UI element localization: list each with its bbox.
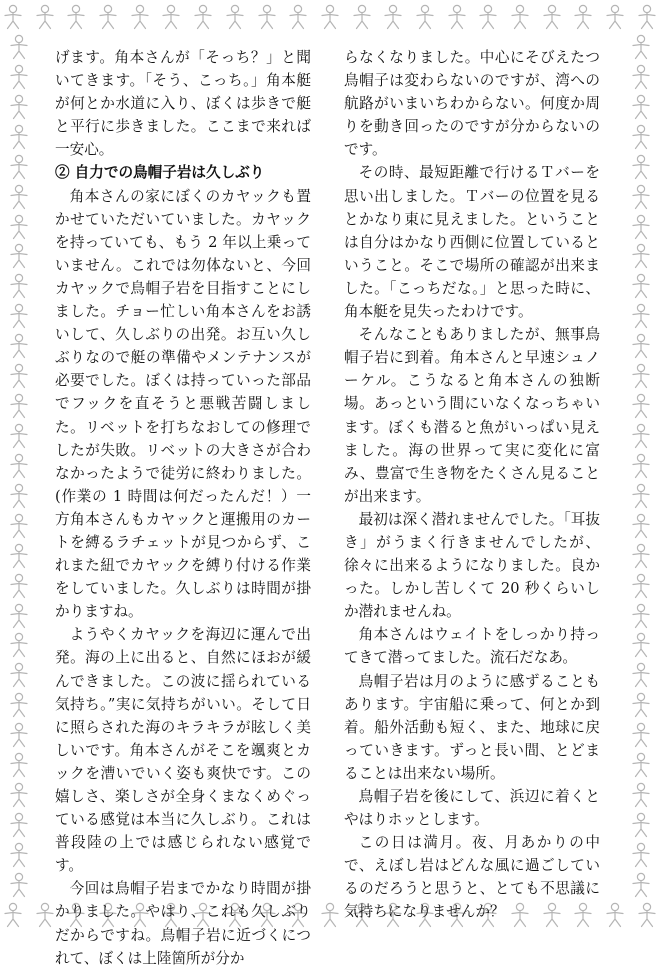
stick-figure-icon	[8, 214, 30, 240]
stick-figure-icon	[256, 4, 278, 30]
stick-figure-icon	[8, 184, 30, 210]
page-border-right	[624, 34, 658, 898]
stick-figure-icon	[2, 4, 24, 30]
stick-figure-icon	[224, 4, 246, 30]
stick-figure-icon	[8, 423, 30, 449]
right-paragraph-7: 鳥帽子岩を後にして、浜辺に着くとやはりホッとします。	[344, 788, 600, 829]
stick-figure-icon	[509, 4, 531, 30]
stick-figure-icon	[8, 303, 30, 329]
stick-figure-icon	[97, 4, 119, 30]
section-heading: ② 自力での鳥帽子岩は久しぶり	[55, 164, 265, 182]
stick-figure-icon	[287, 4, 309, 30]
stick-figure-icon	[630, 94, 652, 120]
page-border-top	[0, 0, 660, 34]
stick-figure-icon	[8, 243, 30, 269]
stick-figure-icon	[541, 4, 563, 30]
stick-figure-icon	[630, 154, 652, 180]
stick-figure-icon	[630, 34, 652, 60]
stick-figure-icon	[572, 4, 594, 30]
stick-figure-icon	[319, 902, 341, 928]
stick-figure-icon	[630, 393, 652, 419]
stick-figure-icon	[8, 662, 30, 688]
stick-figure-icon	[630, 662, 652, 688]
stick-figure-icon	[8, 273, 30, 299]
stick-figure-icon	[8, 632, 30, 658]
stick-figure-icon	[192, 4, 214, 30]
stick-figure-icon	[630, 273, 652, 299]
right-paragraph-1: らなくなりました。中心にそびえたつ鳥帽子は変わらないのですが、湾への航路がいまいちわからない。何度か周りを動き回ったのですが分からないのです。	[344, 49, 600, 159]
stick-figure-icon	[34, 902, 56, 928]
stick-figure-icon	[630, 513, 652, 539]
stick-figure-icon	[604, 4, 626, 30]
stick-figure-icon	[630, 692, 652, 718]
stick-figure-icon	[630, 303, 652, 329]
stick-figure-icon	[8, 124, 30, 150]
stick-figure-icon	[319, 4, 341, 30]
stick-figure-icon	[630, 363, 652, 389]
stick-figure-icon	[8, 483, 30, 509]
stick-figure-icon	[8, 722, 30, 748]
stick-figure-icon	[630, 483, 652, 509]
stick-figure-icon	[477, 4, 499, 30]
stick-figure-icon	[8, 543, 30, 569]
left-paragraph-2: 角本さんの家にぼくのカヤックも置かせていただいていました。カヤックを持っていても、もう 2 年以上乗っていません。これでは勿体ないと、今回カヤックで鳥帽子岩を目指すことにしました。チョー忙しい角本さんをお誘いして、久しぶりの出発。お互い久しぶりなので艇の準備やメンテナンスが必要でした。ぼくは持っていった部品でフックを直そうと悪戦苦闘しました。リベットを打ちなおしての修理でしたが失敗。リベットの大きさが合わなかったようで徒労に終わりました。(作業の 1 時間は何だったんだ！）一方角本さんもカヤックと運搬用のカートを縛るラチェットが見つからず、これまた紐でカヤックを縛り付ける作業をしていました。久しぶりは時間が掛かりますね。	[55, 187, 311, 621]
stick-figure-icon	[630, 543, 652, 569]
stick-figure-icon	[8, 94, 30, 120]
stick-figure-icon	[630, 184, 652, 210]
right-paragraph-8: この日は満月。夜、月あかりの中で、えぼし岩はどんな風に過ごしているのだろうと思うと、とても不思議に気持ちになりませんか？	[344, 834, 600, 921]
stick-figure-icon	[8, 363, 30, 389]
left-paragraph-1: げます。角本さんが「そっち？」と聞いてきます。「そう、こっち。」角本艇が何とか水道に入り、ぼくは歩きで艇と平行に歩きました。ここまで来れば一安心。	[55, 49, 311, 159]
page-border-left	[2, 34, 36, 898]
stick-figure-icon	[636, 902, 658, 928]
stick-figure-icon	[8, 692, 30, 718]
stick-figure-icon	[630, 573, 652, 599]
stick-figure-icon	[630, 722, 652, 748]
stick-figure-icon	[8, 842, 30, 868]
stick-figure-icon	[630, 812, 652, 838]
stick-figure-icon	[8, 64, 30, 90]
stick-figure-icon	[8, 603, 30, 629]
stick-figure-icon	[630, 632, 652, 658]
stick-figure-icon	[8, 513, 30, 539]
left-paragraph-3: ようやくカヤックを海辺に運んで出発。海の上に出ると、自然にほおが緩んできました。この波に揺られている気持ち。”実に気持ちがいい。そして日に照らされた海のキラキラが眩しく美しいです。角本さんがそこを颯爽とカックを漕いでいく姿も爽快です。この嬉しさ、楽しさが全身くまなくめぐっている感覚は本当に久しぶり。これは普段陸の上では感じられない感覚です。	[55, 626, 311, 875]
stick-figure-icon	[636, 4, 658, 30]
stick-figure-icon	[8, 812, 30, 838]
stick-figure-icon	[8, 752, 30, 778]
stick-figure-icon	[630, 333, 652, 359]
right-paragraph-2: その時、最短距離で行けるＴバーを思い出しました。Ｔバーの位置を見るとかなり東に見えました。ということは自分はかなり西側に位置しているということ。そこで場所の確認が出来ました。「こっちだな。」と思った時に、角本艇を見失ったわけです。	[344, 164, 600, 321]
right-paragraph-3: そんなこともありましたが、無事鳥帽子岩に到着。角本さんと早速シュノーケル。こうなると角本さんの独断場。あっという間にいなくなっちゃいます。ぼくも潜ると魚がいっぱい見えました。海の世界って実に変化に富み、豊富で生き物をたくさん見ることが出来ます。	[344, 326, 600, 505]
stick-figure-icon	[8, 782, 30, 808]
stick-figure-icon	[382, 4, 404, 30]
right-paragraph-4: 最初は深く潜れませんでした。「耳抜き」がうまく行きませんでしたが、徐々に出来るようになりました。良かった。しかし苦しくて 20 秒くらいしか潜れませんね。	[344, 510, 600, 621]
stick-figure-icon	[630, 214, 652, 240]
stick-figure-icon	[630, 124, 652, 150]
stick-figure-icon	[160, 4, 182, 30]
stick-figure-icon	[8, 333, 30, 359]
stick-figure-icon	[630, 64, 652, 90]
stick-figure-icon	[630, 872, 652, 898]
stick-figure-icon	[2, 902, 24, 928]
stick-figure-icon	[630, 603, 652, 629]
stick-figure-icon	[630, 842, 652, 868]
stick-figure-icon	[8, 154, 30, 180]
stick-figure-icon	[8, 573, 30, 599]
stick-figure-icon	[8, 872, 30, 898]
left-column	[55, 46, 311, 970]
right-column	[344, 46, 600, 924]
stick-figure-icon	[34, 4, 56, 30]
stick-figure-icon	[351, 4, 373, 30]
stick-figure-icon	[414, 4, 436, 30]
stick-figure-icon	[8, 393, 30, 419]
stick-figure-icon	[630, 423, 652, 449]
right-paragraph-5: 角本さんはウェイトをしっかり持ってきて潜ってました。流石だなあ。	[344, 626, 600, 667]
stick-figure-icon	[604, 902, 626, 928]
stick-figure-icon	[8, 34, 30, 60]
stick-figure-icon	[630, 243, 652, 269]
stick-figure-icon	[65, 4, 87, 30]
right-paragraph-6: 鳥帽子岩は月のように感ずることもあります。宇宙船に乗って、何とか到着。船外活動も短く、また、地球に戻っていきます。ずっと長い間、とどまることは出来ない場所。	[344, 672, 600, 782]
stick-figure-icon	[630, 453, 652, 479]
stick-figure-icon	[129, 4, 151, 30]
stick-figure-icon	[630, 782, 652, 808]
stick-figure-icon	[8, 453, 30, 479]
stick-figure-icon	[446, 4, 468, 30]
left-paragraph-4: 今回は鳥帽子岩までかなり時間が掛かりました。やはり、これも久しぶりだからですね。鳥帽子岩に近づくにつれて、ぼくは上陸箇所が分か	[55, 880, 311, 967]
stick-figure-icon	[630, 752, 652, 778]
